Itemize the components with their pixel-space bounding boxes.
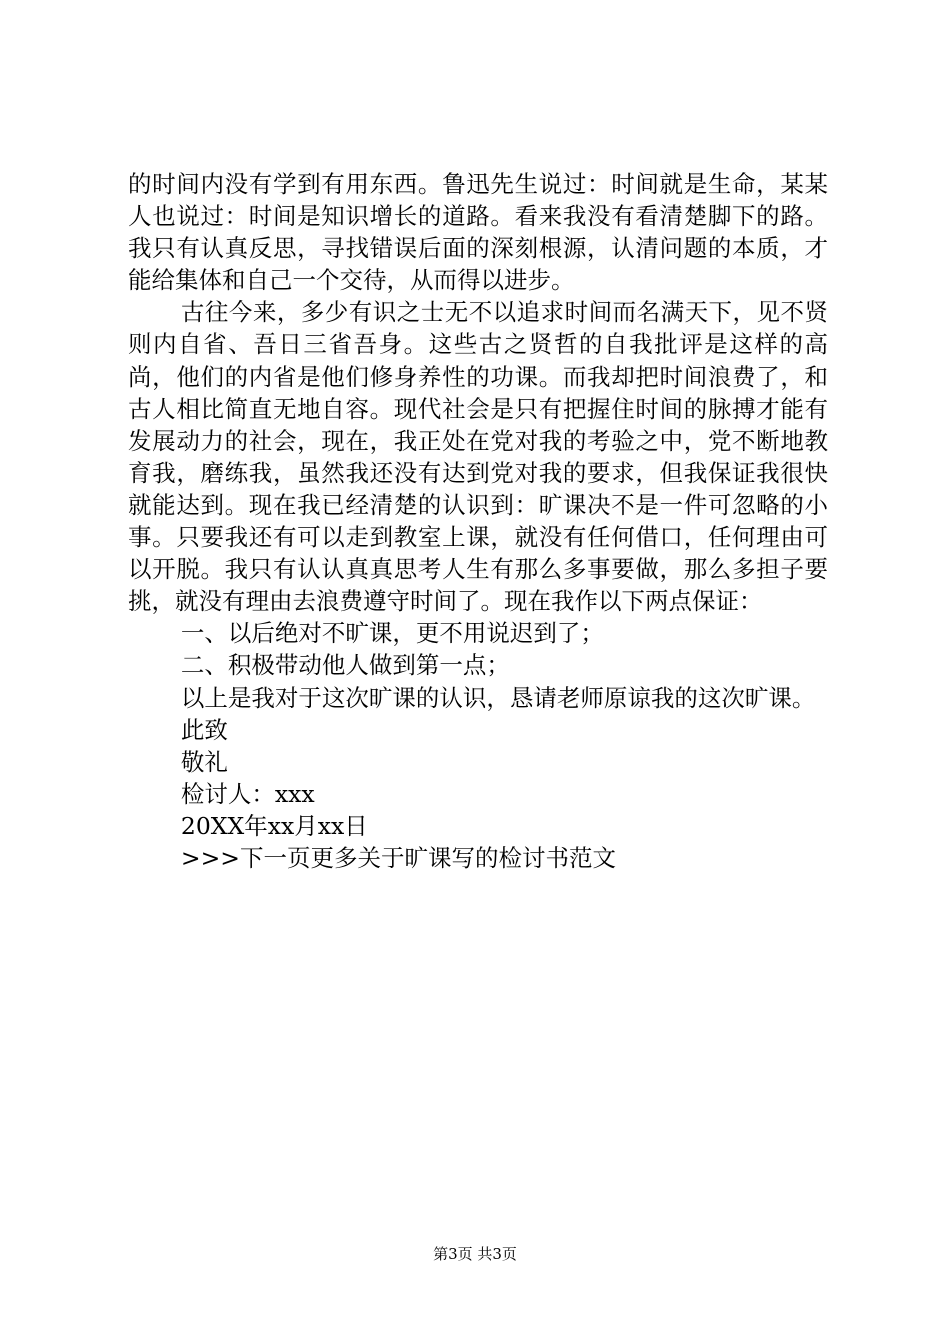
- document-body: [128, 168, 828, 874]
- page-number-footer: 第3页 共3页: [433, 1245, 517, 1263]
- paragraph-continuation: 的时间内没有学到有用东西。鲁迅先生说过：时间就是生命，某某人也说过：时间是知识增长的道路。看来我没有看清楚脚下的路。我只有认真反思，寻找错误后面的深刻根源，认清问题的本质，才能给集体和自己一个交待，从而得以进步。: [128, 170, 828, 295]
- salutation-ci-zhi: 此致: [180, 715, 228, 744]
- salutation-jing-li: 敬礼: [180, 747, 228, 776]
- promise-item-2: 二、积极带动他人做到第一点；: [180, 651, 510, 680]
- closing-paragraph: 以上是我对于这次旷课的认识，恳请老师原谅我的这次旷课。: [180, 683, 816, 712]
- next-page-link[interactable]: >>>下一页更多关于旷课写的检讨书范文: [180, 843, 616, 872]
- date-line: 20XX年xx月xx日: [180, 811, 368, 840]
- signer-line: 检讨人：xxx: [180, 779, 315, 808]
- paragraph-reflection: 古往今来，多少有识之士无不以追求时间而名满天下，见不贤则内自省、吾日三省吾身。这些古之贤哲的自我批评是这样的高尚，他们的内省是他们修身养性的功课。而我却把时间浪费了，和古人相比简直无地自容。现代社会是只有把握住时间的脉搏才能有发展动力的社会，现在，我正处在党对我的考验之中，党不断地教育我，磨练我，虽然我还没有达到党对我的要求，但我保证我很快就能达到。现在我已经清楚的认识到：旷课决不是一件可忽略的小事。只要我还有可以走到教室上课，就没有任何借口，任何理由可以开脱。我只有认认真真思考人生有那么多事要做，那么多担子要挑，就没有理由去浪费遵守时间了。现在我作以下两点保证：: [128, 298, 828, 616]
- promise-item-1: 一、以后绝对不旷课，更不用说迟到了；: [180, 619, 604, 648]
